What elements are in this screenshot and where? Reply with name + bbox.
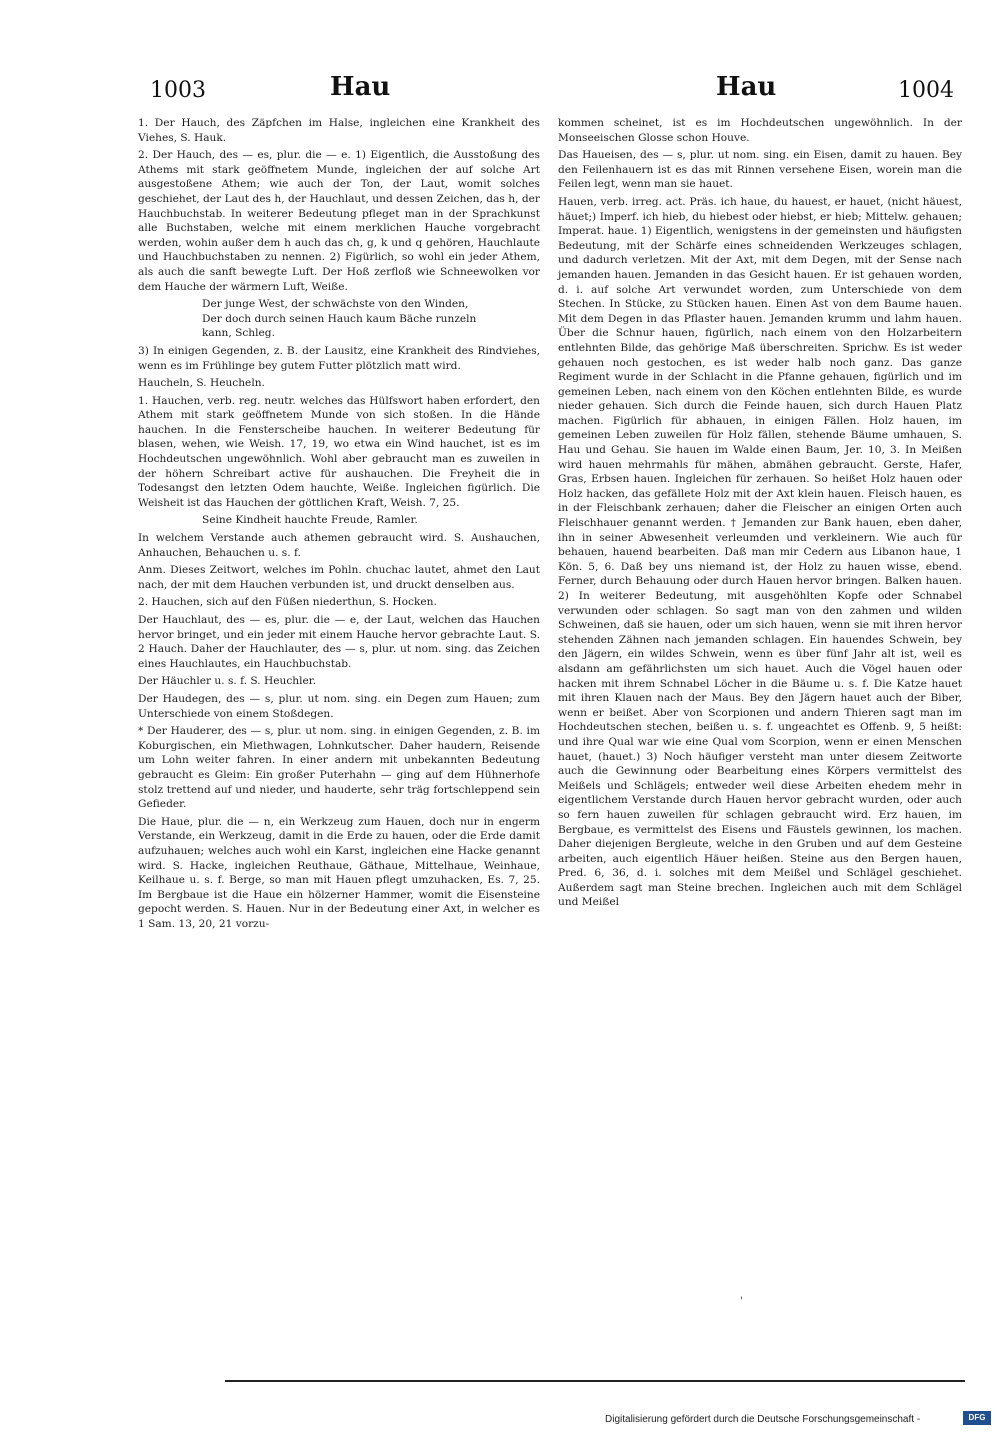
dictionary-entry: Der Haudegen, des — s, plur. ut nom. sing. ein Degen zum Hauen; zum Unterschiede von einem Stoßdegen. [138, 692, 540, 720]
running-head-right: Hau [716, 72, 777, 102]
dictionary-entry: 1. Hauchen, verb. reg. neutr. welches das Hülfswort haben erfordert, den Athem mit stark geöffnetem Munde von sich stoßen. In die Hände hauchen. In die Fensterscheibe hauchen. In weiterer Bedeutung für blasen, wehen, wie Weish. 17, 19, wo etwa ein Wind hauchet, ist es im Hochdeutschen ungewöhnlich. Wohl aber gebraucht man es zuweilen in der höhern Schreibart active für aushauchen. Die Freyheit die in Todesangst den letzten Odem hauchte, Weiße. Ingleichen figürlich. Die Weisheit ist das Hauchen der göttlichen Kraft, Weish. 7, 25. [138, 394, 540, 509]
verse-line: kann, Schleg. [202, 327, 275, 340]
dictionary-entry: Hauen, verb. irreg. act. Präs. ich haue, du hauest, er hauet, (nicht häuest, häuet;) Imperf. ich hieb, du hiebest oder hiebst, er hieb; Mittelw. gehauen; Imperat. haue. 1) Eigentlich, wenigstens in der gemeinsten und häufigsten Bedeutung, mit der Schärfe eines schneidenden Werkzeuges schlagen, und dadurch verletzen. Mit der Axt, mit dem Degen, mit der Sense nach jemanden hauen. Jemanden in das Gesicht hauen. Er ist gehauen worden, d. i. auf solche Art verwundet worden, zum Unterschiede von dem Stechen. In Stücke, zu Stücken hauen. Einen Ast von dem Baume hauen. Mit dem Degen in das Pflaster hauen. Jemanden krumm und lahm hauen. Über die Schnur hauen, figürlich, nach einem von den Holzarbeitern entlehnten Bilde, das gehörige Maß überschreiten. Sprichw. Es ist weder gehauen noch gestochen, es ist weder halb noch ganz. Das ganze Regiment wurde in der Schlacht in die Pfanne gehauen, figürlich und im gemeinen Leben, nach einem von den Köchen entlehnten Bilde, es wurde nieder gehauen. Sich durch die Feinde hauen, sich durch Hauen Platz machen. Figürlich für abhauen, in einigen Fällen. Holz hauen, im gemeinen Leben zuweilen für Holz fällen, stehende Bäume umhauen, S. Hau und Gehau. Sie hauen im Walde einen Baum, Jer. 10, 3. In Meißen wird hauen mehrmahls für mähen, abmähen gebraucht. Gerste, Hafer, Gras, Erbsen hauen. Ingleichen für zerhauen. So heißet Holz hauen oder Holz hacken, das gefällete Holz mit der Axt klein hauen. Fleisch hauen, es in der Fleischbank zerhauen; daher die Fleischer an einigen Orten auch Fleischhauer genannt werden. † Jemanden zur Bank hauen, eben daher, ihn in seiner Abwesenheit verleumden und verkleinern. Wie auch für behauen, hauend bearbeiten. Daß man mir Cedern aus Libanon haue, 1 Kön. 5, 6. Daß bey uns niemand ist, der Holz zu hauen wisse, ebend. Ferner, durch Behauung oder durch Hauen hervor bringen. Balken hauen. 2) In weiterer Bedeutung, mit ausgehöhlten Kopfe oder Schnabel verwunden oder schlagen. So sagt man von den zahmen und wilden Schweinen, daß sie hauen, oder um sich hauen, wenn sie mit ihren hervor stehenden Zähnen nach jemanden schlagen. Ein hauendes Schwein, bey den Jägern, ein wildes Schwein, wenn es über fünf Jahr alt ist, weil es alsdann am gefährlichsten um sich hauet. Auch die Vögel hauen oder hacken mit ihrem Schnabel Löcher in die Bäume u. s. f. Die Katze hauet mit ihren Klauen nach der Maus. Bey den Jägern hauet auch der Biber, wenn er beißet. Aber von Scorpionen und andern Thieren sagt man im Hochdeutschen stechen, beißen u. s. f. ungeachtet es Offenb. 9, 5 heißt: und ihre Qual war wie eine Qual vom Scorpion, wenn er einen Menschen hauet, (hauet.) 3) Noch häufiger versteht man unter diesem Zeitworte auch die Gewinnung oder Bearbeitung eines Körpers vermittelst des Meißels und Schlägels; entweder weil diese Arbeiten ehedem mehr in eigentlichem Verstande durch Hauen hervor gebracht wurden, oder auch so fern hauen zuweilen für schlagen gebraucht wird. Erz hauen, im Bergbaue, es vermittelst des Eisens und Fäustels gewinnen, los machen. Daher diejenigen Bergleute, welche in den Gruben und auf dem Gesteine arbeiten, auch eigentlich Häuer heißen. Steine aus den Bergen hauen, Pred. 6, 36, d. i. solches mit dem Meißel und Schlägel geschiehet. Außerdem sagt man Steine brechen. Ingleichen auch mit dem Schlägel und Meißel [558, 195, 962, 909]
dictionary-entry: * Der Hauderer, des — s, plur. ut nom. sing. in einigen Gegenden, z. B. im Koburgischen, ein Miethwagen, Lohnkutscher. Daher haudern, Reisende um Lohn weiter fahren. In einer andern mit unbekannten Bedeutung gebraucht es Gleim: Ein großer Puterhahn — ging auf dem Hühnerhofe stolz trettend auf und nieder, und hauderte, sehr träg fortschleppend sein Gefieder. [138, 725, 540, 811]
page-number-left: 1003 [150, 78, 206, 103]
dictionary-entry: In welchem Verstande auch athemen gebraucht wird. S. Aushauchen, Anhauchen, Behauchen u. s. f. [138, 532, 540, 559]
dictionary-entry: Anm. Dieses Zeitwort, welches im Pohln. chuchac lautet, ahmet den Laut nach, der mit dem Hauchen verbunden ist, und druckt denselben aus. [138, 564, 540, 591]
verse-line: Seine Kindheit hauchte Freude, Ramler. [202, 514, 418, 527]
page-number-right: 1004 [898, 78, 954, 103]
dictionary-entry: Haucheln, S. Heucheln. [138, 377, 265, 390]
stray-mark: ' [740, 1296, 743, 1307]
running-head-left: Hau [330, 72, 391, 102]
verse-line: Der junge West, der schwächste von den Winden, [202, 298, 469, 311]
bottom-rule [225, 1380, 965, 1382]
verse-quote [202, 297, 540, 341]
right-column [558, 116, 962, 913]
dictionary-entry: kommen scheinet, ist es im Hochdeutschen ungewöhnlich. In der Monseeischen Glosse schon Houve. [558, 117, 962, 144]
dictionary-entry: 2. Hauchen, sich auf den Füßen niederthun, S. Hocken. [138, 596, 437, 609]
dictionary-entry: 2. Der Hauch, des — es, plur. die — e. 1) Eigentlich, die Ausstoßung des Athems mit stark geöffnetem Munde, ingleichen der auf solche Art ausgestoßene Athem; wie auch der Ton, der Laut, womit solches geschiehet, der Laut des h, der Hauchlaut, und dessen Zeichen, das h, der Hauchbuchstab. In weiterer Bedeutung pfleget man in der Sprachkunst alle Buchstaben, welche mit einem merklichen Hauche vorgebracht werden, wohin außer dem h auch das ch, g, k und q gehören, Hauchlaute und Hauchbuchstaben zu nennen. 2) Figürlich, so wohl ein jeder Athem, als auch die sanft bewegte Luft. Der Hoß zerfloß wie Schneewolken vor dem Hauche der wärmern Luft, Weiße. [138, 149, 540, 293]
dictionary-entry: Der Häuchler u. s. f. S. Heuchler. [138, 675, 317, 688]
digitization-credit: Digitalisierung gefördert durch die Deutsche Forschungsgemeinschaft - [605, 1414, 921, 1425]
dictionary-entry: Die Haue, plur. die — n, ein Werkzeug zum Hauen, doch nur in engerm Verstande, ein Werkzeug, damit in die Erde zu hauen, oder die Erde damit aufzuhauen; welches auch wohl ein Karst, ingleichen eine Hacke genannt wird. S. Hacke, ingleichen Reuthaue, Gäthaue, Mittelhaue, Weinhaue, Keilhaue u. s. f. Berge, so man mit Hauen pflegt umzuhacken, Es. 7, 25. Im Bergbaue ist die Haue ein hölzerner Hammer, womit die Eisensteine gepocht werden. S. Hauen. Nur in der Bedeutung einer Axt, in welcher es 1 Sam. 13, 20, 21 vorzu- [138, 815, 540, 930]
page-header [0, 72, 1000, 112]
dictionary-entry: 1. Der Hauch, des Zäpfchen im Halse, ingleichen eine Krankheit des Viehes, S. Hauk. [138, 117, 540, 144]
dictionary-entry: Der Hauchlaut, des — es, plur. die — e, der Laut, welchen das Hauchen hervor bringet, und ein jeder mit einem Hauche hervor gebrachte Laut. S. 2 Hauch. Daher der Hauchlauter, des — s, plur. ut nom. sing. das Zeichen eines Hauchlautes, ein Hauchbuchstab. [138, 614, 540, 670]
dictionary-entry: 3) In einigen Gegenden, z. B. der Lausitz, eine Krankheit des Rindviehes, wenn es im Frühlinge bey gutem Futter plötzlich matt wird. [138, 344, 540, 372]
dfg-logo: DFG [963, 1411, 991, 1425]
left-column [138, 116, 540, 934]
dictionary-entry: Das Haueisen, des — s, plur. ut nom. sing. ein Eisen, damit zu hauen. Bey den Feilenhauern ist es das mit Rinnen versehene Eisen, worein man die Feilen legt, wenn man sie hauet. [558, 149, 962, 191]
verse-line: Der doch durch seinen Hauch kaum Bäche runzeln [202, 312, 477, 325]
verse-quote [202, 513, 540, 528]
